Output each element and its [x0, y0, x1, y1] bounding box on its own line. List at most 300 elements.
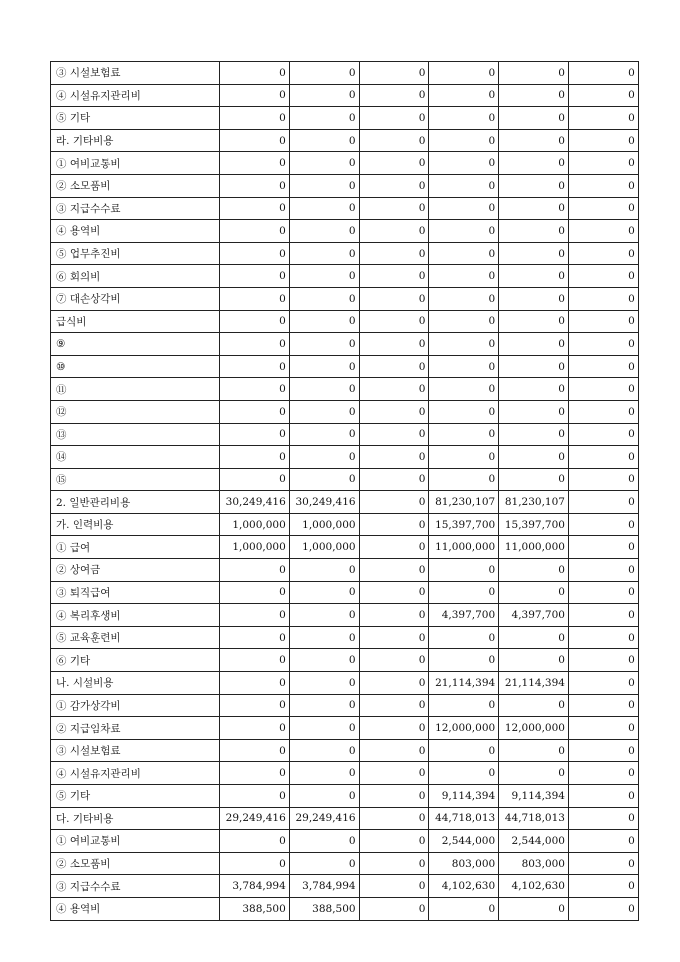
amount-cell: 0 — [359, 423, 429, 446]
amount-cell: 0 — [359, 762, 429, 785]
table-row — [51, 536, 639, 559]
amount-cell: 29,249,416 — [289, 807, 359, 830]
amount-cell: 0 — [220, 581, 290, 604]
amount-cell: 0 — [289, 287, 359, 310]
amount-cell: 0 — [220, 242, 290, 265]
amount-cell: 0 — [220, 423, 290, 446]
amount-cell: 0 — [568, 875, 638, 898]
amount-cell: 0 — [289, 604, 359, 627]
amount-cell: 0 — [568, 717, 638, 740]
amount-cell: 803,000 — [429, 852, 499, 875]
amount-cell: 0 — [359, 378, 429, 401]
row-label: ⑪ — [51, 378, 220, 401]
amount-cell: 0 — [429, 694, 499, 717]
amount-cell: 0 — [429, 378, 499, 401]
table-row — [51, 84, 639, 107]
row-label: ③ 시설보험료 — [51, 62, 220, 85]
amount-cell: 0 — [359, 287, 429, 310]
amount-cell: 0 — [568, 242, 638, 265]
amount-cell: 2,544,000 — [499, 830, 569, 853]
table-row — [51, 875, 639, 898]
table-row — [51, 897, 639, 920]
amount-cell: 0 — [359, 581, 429, 604]
amount-cell: 0 — [499, 174, 569, 197]
amount-cell: 0 — [499, 107, 569, 130]
amount-cell: 0 — [568, 649, 638, 672]
amount-cell: 0 — [359, 333, 429, 356]
amount-cell: 81,230,107 — [429, 491, 499, 514]
amount-cell: 0 — [359, 491, 429, 514]
amount-cell: 0 — [220, 830, 290, 853]
amount-cell: 0 — [359, 604, 429, 627]
amount-cell: 0 — [289, 129, 359, 152]
table-row — [51, 333, 639, 356]
budget-table-sheet — [50, 61, 638, 921]
amount-cell: 0 — [568, 604, 638, 627]
amount-cell: 0 — [359, 852, 429, 875]
table-row — [51, 287, 639, 310]
amount-cell: 0 — [289, 672, 359, 695]
amount-cell: 0 — [220, 152, 290, 175]
amount-cell: 0 — [359, 536, 429, 559]
row-label: ⑤ 교육훈련비 — [51, 626, 220, 649]
amount-cell: 0 — [289, 785, 359, 808]
amount-cell: 0 — [359, 220, 429, 243]
table-row — [51, 220, 639, 243]
table-row — [51, 355, 639, 378]
table-row — [51, 107, 639, 130]
amount-cell: 0 — [499, 152, 569, 175]
amount-cell: 0 — [220, 310, 290, 333]
amount-cell: 0 — [359, 129, 429, 152]
amount-cell: 0 — [220, 107, 290, 130]
amount-cell: 0 — [499, 242, 569, 265]
amount-cell: 4,397,700 — [499, 604, 569, 627]
amount-cell: 0 — [359, 355, 429, 378]
amount-cell: 21,114,394 — [499, 672, 569, 695]
amount-cell: 0 — [568, 310, 638, 333]
amount-cell: 0 — [568, 378, 638, 401]
amount-cell: 0 — [429, 468, 499, 491]
amount-cell: 0 — [429, 265, 499, 288]
row-label: ④ 시설유지관리비 — [51, 762, 220, 785]
table-row — [51, 174, 639, 197]
amount-cell: 0 — [359, 694, 429, 717]
amount-cell: 0 — [568, 852, 638, 875]
amount-cell: 44,718,013 — [429, 807, 499, 830]
row-label: ③ 시설보험료 — [51, 739, 220, 762]
amount-cell: 0 — [568, 536, 638, 559]
amount-cell: 0 — [568, 672, 638, 695]
amount-cell: 0 — [568, 694, 638, 717]
amount-cell: 388,500 — [220, 897, 290, 920]
amount-cell: 0 — [359, 672, 429, 695]
amount-cell: 0 — [220, 852, 290, 875]
amount-cell: 0 — [499, 694, 569, 717]
amount-cell: 0 — [289, 84, 359, 107]
amount-cell: 0 — [568, 559, 638, 582]
amount-cell: 0 — [499, 446, 569, 469]
amount-cell: 0 — [359, 107, 429, 130]
amount-cell: 0 — [359, 310, 429, 333]
amount-cell: 0 — [220, 287, 290, 310]
amount-cell: 0 — [289, 626, 359, 649]
amount-cell: 4,397,700 — [429, 604, 499, 627]
amount-cell: 0 — [289, 378, 359, 401]
amount-cell: 0 — [499, 62, 569, 85]
amount-cell: 0 — [289, 242, 359, 265]
amount-cell: 0 — [289, 649, 359, 672]
amount-cell: 0 — [429, 310, 499, 333]
row-label: ② 지급임차료 — [51, 717, 220, 740]
amount-cell: 0 — [359, 197, 429, 220]
table-row — [51, 378, 639, 401]
amount-cell: 0 — [289, 739, 359, 762]
amount-cell: 0 — [568, 513, 638, 536]
amount-cell: 0 — [220, 84, 290, 107]
amount-cell: 0 — [568, 265, 638, 288]
row-label: ④ 용역비 — [51, 897, 220, 920]
amount-cell: 0 — [429, 446, 499, 469]
table-row — [51, 694, 639, 717]
amount-cell: 0 — [220, 626, 290, 649]
table-row — [51, 717, 639, 740]
amount-cell: 3,784,994 — [289, 875, 359, 898]
amount-cell: 0 — [220, 62, 290, 85]
amount-cell: 0 — [359, 513, 429, 536]
amount-cell: 0 — [359, 400, 429, 423]
table-row — [51, 830, 639, 853]
amount-cell: 0 — [289, 559, 359, 582]
amount-cell: 0 — [568, 626, 638, 649]
amount-cell: 0 — [429, 581, 499, 604]
amount-cell: 0 — [499, 333, 569, 356]
amount-cell: 0 — [499, 265, 569, 288]
row-label: ④ 용역비 — [51, 220, 220, 243]
row-label: ⑫ — [51, 400, 220, 423]
row-label: ⑩ — [51, 355, 220, 378]
amount-cell: 0 — [429, 62, 499, 85]
amount-cell: 0 — [359, 875, 429, 898]
row-label: ③ 퇴직급여 — [51, 581, 220, 604]
row-label: 급식비 — [51, 310, 220, 333]
amount-cell: 803,000 — [499, 852, 569, 875]
amount-cell: 0 — [499, 626, 569, 649]
amount-cell: 0 — [289, 174, 359, 197]
row-label: ⑮ — [51, 468, 220, 491]
amount-cell: 0 — [220, 197, 290, 220]
table-row — [51, 423, 639, 446]
table-row — [51, 265, 639, 288]
amount-cell: 0 — [220, 400, 290, 423]
amount-cell: 0 — [429, 129, 499, 152]
amount-cell: 0 — [499, 287, 569, 310]
row-label: ⑦ 대손상각비 — [51, 287, 220, 310]
amount-cell: 0 — [429, 423, 499, 446]
table-row — [51, 581, 639, 604]
amount-cell: 0 — [568, 400, 638, 423]
budget-table — [50, 61, 639, 921]
amount-cell: 0 — [429, 287, 499, 310]
table-row — [51, 129, 639, 152]
amount-cell: 0 — [499, 400, 569, 423]
amount-cell: 0 — [568, 581, 638, 604]
row-label: ① 감가상각비 — [51, 694, 220, 717]
amount-cell: 0 — [499, 897, 569, 920]
table-row — [51, 197, 639, 220]
amount-cell: 0 — [429, 174, 499, 197]
row-label: 나. 시설비용 — [51, 672, 220, 695]
amount-cell: 0 — [359, 739, 429, 762]
amount-cell: 388,500 — [289, 897, 359, 920]
amount-cell: 0 — [289, 310, 359, 333]
amount-cell: 0 — [220, 129, 290, 152]
amount-cell: 0 — [568, 762, 638, 785]
budget-table-body — [51, 62, 639, 921]
amount-cell: 0 — [568, 785, 638, 808]
amount-cell: 0 — [359, 649, 429, 672]
amount-cell: 1,000,000 — [289, 513, 359, 536]
amount-cell: 0 — [220, 649, 290, 672]
table-row — [51, 446, 639, 469]
amount-cell: 0 — [568, 174, 638, 197]
amount-cell: 0 — [359, 152, 429, 175]
amount-cell: 15,397,700 — [499, 513, 569, 536]
row-label: ① 여비교통비 — [51, 830, 220, 853]
row-label: 라. 기타비용 — [51, 129, 220, 152]
amount-cell: 0 — [429, 559, 499, 582]
amount-cell: 3,784,994 — [220, 875, 290, 898]
table-row — [51, 672, 639, 695]
amount-cell: 0 — [359, 84, 429, 107]
amount-cell: 11,000,000 — [499, 536, 569, 559]
row-label: ① 여비교통비 — [51, 152, 220, 175]
amount-cell: 0 — [220, 739, 290, 762]
amount-cell: 0 — [289, 446, 359, 469]
amount-cell: 0 — [359, 785, 429, 808]
table-row — [51, 559, 639, 582]
amount-cell: 0 — [220, 446, 290, 469]
amount-cell: 0 — [429, 333, 499, 356]
amount-cell: 4,102,630 — [429, 875, 499, 898]
amount-cell: 0 — [220, 378, 290, 401]
amount-cell: 0 — [359, 242, 429, 265]
row-label: ⑤ 기타 — [51, 785, 220, 808]
table-row — [51, 310, 639, 333]
amount-cell: 0 — [359, 897, 429, 920]
amount-cell: 0 — [568, 739, 638, 762]
amount-cell: 0 — [499, 649, 569, 672]
amount-cell: 0 — [289, 197, 359, 220]
amount-cell: 0 — [220, 220, 290, 243]
amount-cell: 0 — [289, 355, 359, 378]
amount-cell: 0 — [289, 400, 359, 423]
amount-cell: 12,000,000 — [499, 717, 569, 740]
amount-cell: 0 — [429, 762, 499, 785]
amount-cell: 4,102,630 — [499, 875, 569, 898]
amount-cell: 0 — [568, 129, 638, 152]
amount-cell: 0 — [289, 220, 359, 243]
amount-cell: 0 — [568, 423, 638, 446]
table-row — [51, 604, 639, 627]
row-label: ④ 복리후생비 — [51, 604, 220, 627]
amount-cell: 0 — [499, 197, 569, 220]
amount-cell: 0 — [220, 265, 290, 288]
amount-cell: 9,114,394 — [429, 785, 499, 808]
amount-cell: 0 — [429, 152, 499, 175]
amount-cell: 0 — [289, 830, 359, 853]
row-label: ② 소모품비 — [51, 852, 220, 875]
amount-cell: 0 — [429, 739, 499, 762]
amount-cell: 0 — [429, 649, 499, 672]
amount-cell: 0 — [429, 220, 499, 243]
amount-cell: 0 — [499, 468, 569, 491]
amount-cell: 0 — [289, 694, 359, 717]
amount-cell: 0 — [429, 626, 499, 649]
amount-cell: 29,249,416 — [220, 807, 290, 830]
amount-cell: 0 — [220, 785, 290, 808]
amount-cell: 0 — [220, 333, 290, 356]
row-label: ① 급여 — [51, 536, 220, 559]
amount-cell: 0 — [359, 717, 429, 740]
amount-cell: 0 — [220, 355, 290, 378]
amount-cell: 9,114,394 — [499, 785, 569, 808]
amount-cell: 0 — [499, 559, 569, 582]
amount-cell: 0 — [429, 84, 499, 107]
amount-cell: 0 — [289, 107, 359, 130]
amount-cell: 0 — [499, 355, 569, 378]
amount-cell: 0 — [568, 333, 638, 356]
amount-cell: 0 — [220, 468, 290, 491]
amount-cell: 0 — [568, 152, 638, 175]
table-row — [51, 807, 639, 830]
table-row — [51, 242, 639, 265]
row-label: ⑨ — [51, 333, 220, 356]
amount-cell: 0 — [359, 559, 429, 582]
row-label: 다. 기타비용 — [51, 807, 220, 830]
amount-cell: 12,000,000 — [429, 717, 499, 740]
amount-cell: 0 — [220, 717, 290, 740]
amount-cell: 11,000,000 — [429, 536, 499, 559]
amount-cell: 0 — [289, 762, 359, 785]
amount-cell: 2,544,000 — [429, 830, 499, 853]
amount-cell: 0 — [499, 378, 569, 401]
amount-cell: 0 — [499, 581, 569, 604]
amount-cell: 0 — [289, 581, 359, 604]
table-row — [51, 649, 639, 672]
row-label: ③ 지급수수료 — [51, 197, 220, 220]
amount-cell: 0 — [289, 468, 359, 491]
amount-cell: 0 — [359, 807, 429, 830]
table-row — [51, 491, 639, 514]
amount-cell: 0 — [289, 852, 359, 875]
row-label: ② 상여금 — [51, 559, 220, 582]
table-row — [51, 785, 639, 808]
amount-cell: 0 — [568, 287, 638, 310]
amount-cell: 0 — [429, 355, 499, 378]
amount-cell: 0 — [220, 559, 290, 582]
amount-cell: 0 — [568, 807, 638, 830]
amount-cell: 0 — [499, 423, 569, 446]
row-label: ⑬ — [51, 423, 220, 446]
row-label: ③ 지급수수료 — [51, 875, 220, 898]
amount-cell: 44,718,013 — [499, 807, 569, 830]
amount-cell: 0 — [499, 762, 569, 785]
amount-cell: 1,000,000 — [220, 513, 290, 536]
row-label: ⑤ 기타 — [51, 107, 220, 130]
amount-cell: 0 — [568, 84, 638, 107]
amount-cell: 0 — [220, 604, 290, 627]
amount-cell: 21,114,394 — [429, 672, 499, 695]
amount-cell: 0 — [220, 762, 290, 785]
table-row — [51, 626, 639, 649]
amount-cell: 15,397,700 — [429, 513, 499, 536]
amount-cell: 0 — [568, 830, 638, 853]
row-label: ⑥ 회의비 — [51, 265, 220, 288]
amount-cell: 0 — [289, 717, 359, 740]
amount-cell: 0 — [359, 830, 429, 853]
amount-cell: 0 — [359, 446, 429, 469]
amount-cell: 0 — [289, 152, 359, 175]
amount-cell: 30,249,416 — [220, 491, 290, 514]
amount-cell: 0 — [429, 197, 499, 220]
amount-cell: 0 — [568, 355, 638, 378]
table-row — [51, 762, 639, 785]
table-row — [51, 852, 639, 875]
row-label: ⑭ — [51, 446, 220, 469]
amount-cell: 0 — [220, 694, 290, 717]
amount-cell: 0 — [499, 220, 569, 243]
amount-cell: 0 — [568, 446, 638, 469]
row-label: ⑥ 기타 — [51, 649, 220, 672]
row-label: 가. 인력비용 — [51, 513, 220, 536]
amount-cell: 0 — [499, 129, 569, 152]
amount-cell: 0 — [289, 62, 359, 85]
amount-cell: 0 — [568, 468, 638, 491]
amount-cell: 0 — [499, 739, 569, 762]
table-row — [51, 513, 639, 536]
row-label: ⑤ 업무추진비 — [51, 242, 220, 265]
amount-cell: 0 — [568, 197, 638, 220]
amount-cell: 0 — [568, 897, 638, 920]
table-row — [51, 152, 639, 175]
amount-cell: 0 — [359, 265, 429, 288]
amount-cell: 0 — [499, 84, 569, 107]
table-row — [51, 400, 639, 423]
amount-cell: 30,249,416 — [289, 491, 359, 514]
row-label: 2. 일반관리비용 — [51, 491, 220, 514]
amount-cell: 0 — [289, 265, 359, 288]
amount-cell: 0 — [429, 897, 499, 920]
table-row — [51, 62, 639, 85]
amount-cell: 0 — [568, 220, 638, 243]
amount-cell: 0 — [289, 423, 359, 446]
amount-cell: 0 — [429, 400, 499, 423]
amount-cell: 81,230,107 — [499, 491, 569, 514]
row-label: ② 소모품비 — [51, 174, 220, 197]
amount-cell: 0 — [568, 491, 638, 514]
amount-cell: 0 — [359, 626, 429, 649]
row-label: ④ 시설유지관리비 — [51, 84, 220, 107]
amount-cell: 0 — [220, 174, 290, 197]
amount-cell: 0 — [568, 62, 638, 85]
amount-cell: 0 — [499, 310, 569, 333]
table-row — [51, 739, 639, 762]
amount-cell: 0 — [220, 672, 290, 695]
amount-cell: 0 — [429, 242, 499, 265]
amount-cell: 0 — [359, 468, 429, 491]
amount-cell: 0 — [359, 62, 429, 85]
